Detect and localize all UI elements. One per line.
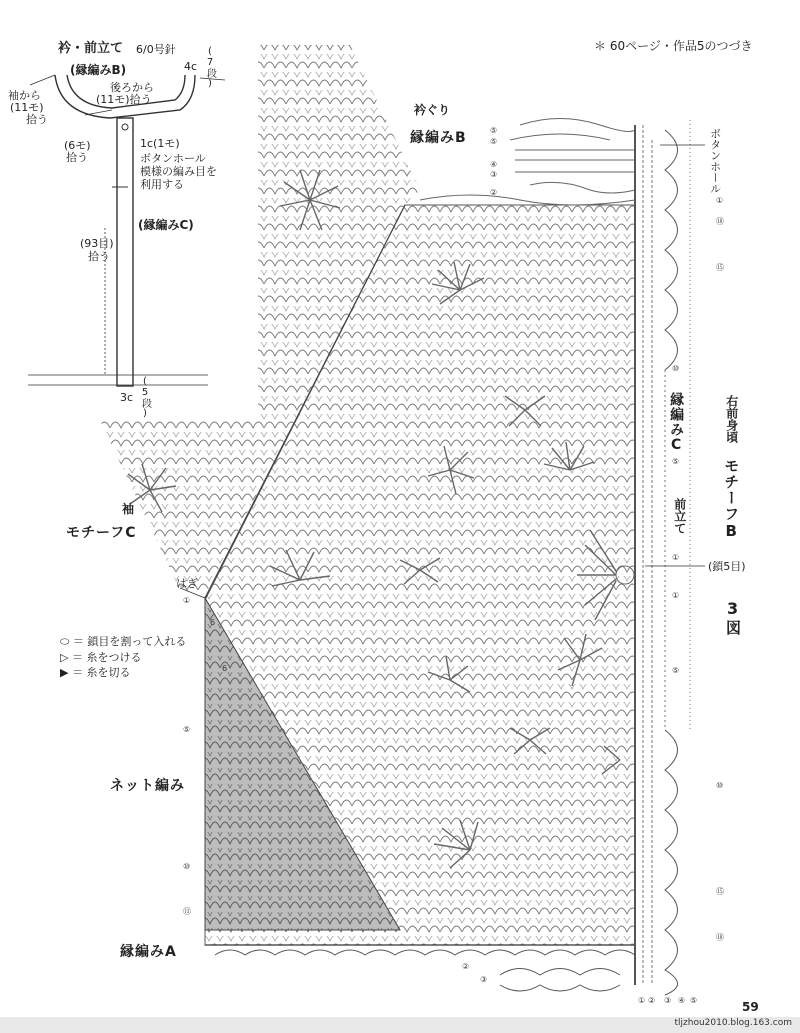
legend [60,636,186,680]
four-c-label: 4c [184,60,198,73]
five-rows-label: (5段) [139,376,151,419]
stitch-count: ③ [664,996,672,1005]
neckline-label: 衿ぐり [414,103,451,117]
row-marker: ⑤ [672,666,680,675]
from-sleeve-label: 袖から [8,89,41,102]
collar-border-b-label: (縁編みB) [70,63,127,77]
row-marker: ⑪ [183,907,191,916]
figure-number: 3 [727,599,740,618]
legend-item: ▷ ＝ 糸をつける [60,650,142,664]
sleeve-label: 袖 [122,502,135,516]
row-marker: ⑩ [716,781,724,790]
page-number: 59 [742,1000,759,1014]
row-marker: ④ [490,160,498,169]
row-marker: ① [183,596,191,605]
six-mo-label: (6モ) [64,139,91,152]
net-stitch-label: ネット編み [110,778,185,794]
row-marker: ② [462,962,470,971]
row-marker: ⑩ [672,364,680,373]
back-pick-label: (11モ)拾う [96,93,152,106]
back-from-label: 後ろから [110,81,154,94]
row-marker: ⑱ [716,933,724,942]
stitch-count: ④ [678,996,686,1005]
row-marker: ⑮ [716,887,724,896]
attach-yarn-icon: ▷ [60,650,69,664]
bottom-border [205,945,635,991]
chain-five-label: (鎖5目) [708,560,746,573]
row-marker: ⑱ [716,217,724,226]
row-marker: ③ [490,170,498,179]
row-marker: ① [672,553,680,562]
collar-title: 衿・前立て [58,41,124,56]
figure-label: 図 [726,619,743,637]
pick-up-six-label: 拾う [66,151,88,164]
footer-bar [0,1017,800,1033]
stitch-count: ① [638,996,646,1005]
buttonhole-note-2: 模様の編み目を [140,165,217,178]
split-chain-icon: ⬭ [60,635,70,648]
motif-b-label: モチーフB [722,458,741,541]
border-c-vertical-label: 縁編みC [668,392,685,454]
row-marker: ① [672,591,680,600]
pick-up-left-label: 拾う [26,113,48,126]
three-c-label: 3c [120,391,134,404]
row-marker: ⑤ [183,725,191,734]
row-marker: ③ [480,975,488,984]
one-c-label: 1c(1モ) [140,137,180,150]
buttonhole-label: ボタンホール [708,128,722,194]
neckline-border-b-label: 縁編みB [410,130,467,146]
buttonhole-note-3: 利用する [140,178,184,191]
row-marker: ⑮ [716,263,724,272]
row-marker: 6 [222,664,228,673]
row-marker: ② [490,188,498,197]
border-a-label: 縁編みA [120,944,177,960]
legend-item: ▶ ＝ 糸を切る [60,666,131,680]
eleven-mo-left-label: (11モ) [10,101,44,114]
needle-size: 6/0号針 [136,43,176,56]
row-marker: ⑤ [490,126,498,135]
row-marker: ⑩ [183,862,191,871]
collar-schematic [28,75,225,386]
front-band-label: 前立て [672,498,687,534]
motif-c-label: モチーフC [66,525,137,541]
cut-yarn-icon: ▶ [60,666,69,680]
ninety-three-label: (93目) [80,237,114,250]
continuation-note: ＊ 60ページ・作品5のつづき [594,39,753,53]
row-marker: 6 [210,618,216,627]
stitch-count: ② [648,996,656,1005]
row-marker: ⑤ [490,137,498,146]
right-front-label: 右前身頃 [724,395,739,443]
buttonhole-note-1: ボタンホール [140,152,206,165]
stitch-count: ⑤ [690,996,698,1005]
pick-up-93-label: 拾う [88,250,110,263]
hagi-label: はぎ [176,577,198,590]
seven-rows-label: (7段) [204,46,216,89]
row-marker: ⑤ [672,457,680,466]
legend-item: ⬭ ＝ 鎖目を割って入れる [60,635,187,648]
source-credit: tljzhou2010.blog.163.com [674,1018,792,1028]
collar-border-c-label: (縁編みC) [138,218,194,232]
row-marker: ① [716,196,724,205]
